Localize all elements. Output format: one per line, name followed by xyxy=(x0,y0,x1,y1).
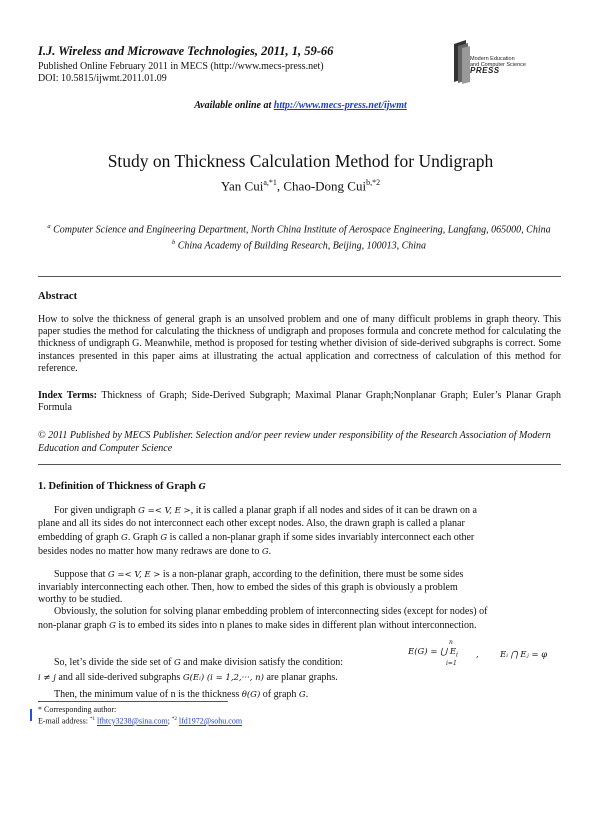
p6-line1 xyxy=(54,689,308,701)
affiliations xyxy=(38,220,560,253)
p2-line1 xyxy=(54,569,463,581)
p3-text-c: is to embed its sides into n planes to make sides in different plan without interconnection. xyxy=(115,620,477,631)
index-terms-label: Index Terms: xyxy=(38,390,97,401)
email-1-sup: *1 xyxy=(89,717,95,722)
author-2: Chao-Dong Cui xyxy=(283,178,367,194)
divider-bottom xyxy=(38,464,561,465)
p4-text-b: and make division satisfy the condition: xyxy=(180,657,343,668)
author-1-sup: a,*1 xyxy=(263,178,277,187)
journal-title: I.J. Wireless and Microwave Technologies, 2011, 1, 59-66 xyxy=(38,44,334,58)
p3-text-b: non-planar graph xyxy=(38,620,110,631)
p5-text-a: and all side-derived subgraphs xyxy=(55,672,183,683)
logo-line-1: Modern Education xyxy=(470,56,515,62)
available-prefix: Available online at xyxy=(194,100,274,111)
logo-line-2: and Computer Science xyxy=(470,62,526,69)
p2-text-b: is a non-planar graph, according to the definition, there must be some sides xyxy=(160,569,464,580)
affiliation-b-sup: b xyxy=(171,239,176,247)
p3-line2 xyxy=(38,620,476,632)
p6-text-b: of graph xyxy=(260,689,299,700)
p2-line2: invariably interconnecting each other. Then, how to embed the sides of this graph is obviously a problem xyxy=(38,582,458,593)
p1-math-1: G =< V, E > xyxy=(138,506,191,516)
p1-text-d: embedding of graph xyxy=(38,532,122,543)
p2-text-a: Suppose that xyxy=(54,569,108,580)
p1-line3 xyxy=(38,532,474,544)
section-1-heading xyxy=(38,481,206,492)
author-1: Yan Cui xyxy=(220,178,264,194)
equation-union-top: n xyxy=(449,639,453,646)
p5-math-2: G(Eᵢ) (i = 1,2,···, n) xyxy=(182,673,264,683)
p1-text-g: besides nodes no matter how many redraws are done to xyxy=(38,546,262,557)
email-1-link[interactable]: lfhtcy3238@sina.com xyxy=(96,716,168,726)
section-1-math: G xyxy=(198,482,206,492)
publisher-logo-text xyxy=(470,56,526,75)
journal-url-link[interactable]: http://www.mecs-press.net/ijwmt xyxy=(273,100,407,111)
affiliation-a-sup: a xyxy=(47,223,51,230)
author-separator: , xyxy=(276,178,284,194)
p4-text-a: So, let’s divide the side set of xyxy=(54,657,174,668)
affiliation-a-text: Computer Science and Engineering Department, North China Institute of Aerospace Engineering, Langfang, 065000, China xyxy=(53,224,551,236)
p1-text-a: For given undigraph xyxy=(54,505,139,516)
p2-math-1: G =< V, E > xyxy=(107,570,161,580)
email-2-sup: *2 xyxy=(171,717,177,722)
equation-union-sub: i xyxy=(456,651,458,659)
email-separator: ; xyxy=(167,716,172,726)
affiliation-b-text: China Academy of Building Research, Beijing, 100013, China xyxy=(177,240,427,252)
email-label: E-mail address: xyxy=(38,716,90,726)
divider-top xyxy=(38,276,561,277)
equation-disjoint: Eᵢ ⋂ Eⱼ = φ xyxy=(500,650,548,660)
doi: DOI: 10.5815/ijwmt.2011.01.09 xyxy=(38,73,167,84)
p6-math-1: θ(G) xyxy=(241,690,261,700)
footnote-email xyxy=(38,715,242,726)
p1-text-f: is called a non-planar graph if some sides invariably interconnect each other xyxy=(167,532,475,543)
author-list xyxy=(0,178,601,194)
email-2-link[interactable]: lfd1972@sohu.com xyxy=(178,716,243,726)
equation-union-bottom: i=1 xyxy=(446,660,457,667)
abstract-heading: Abstract xyxy=(38,291,78,302)
available-online xyxy=(0,100,601,111)
paper-title: Study on Thickness Calculation Method for Undigraph xyxy=(107,151,494,171)
equation-union xyxy=(408,647,458,659)
p4-math-1: G xyxy=(174,658,181,668)
section-1-title: 1. Definition of Thickness of Graph xyxy=(38,481,199,492)
abstract-text: How to solve the thickness of general graph is an unsolved problem and one of many difficult problems in graph theory. This paper studies the method for calculating the thickness of undigraph and proposes formula and concrete method for calculating the thickness of undigraph G. Meanwhile, method is proposed for testing whether division of side-derived subgraphs is correct. Some instances presented in this paper aims at illustrating the actual application and correctness of calculation of this method for reference. xyxy=(38,314,561,374)
p1-line4 xyxy=(38,546,271,558)
copyright-notice: © 2011 Published by MECS Publisher. Selection and/or peer review under responsibility of the Research Association of Modern Education and Computer Science xyxy=(38,430,551,454)
p5-line1 xyxy=(38,672,338,684)
p2-line3: worthy to be studied. xyxy=(38,594,123,605)
footnote-rule xyxy=(38,701,228,702)
index-terms xyxy=(38,390,561,414)
affiliation-a xyxy=(38,220,560,236)
p3-line1: Obviously, the solution for solving planar embedding problem of interconnecting sides (except for nodes) of xyxy=(54,606,488,617)
affiliation-b xyxy=(38,236,560,252)
p6-text-c: . xyxy=(305,689,309,700)
logo-press: PRESS xyxy=(470,66,500,76)
p1-line1 xyxy=(54,505,477,517)
p1-text-e: . Graph xyxy=(127,532,161,543)
equation-union-lhs: E(G) = ⋃ E xyxy=(408,647,457,657)
equation-comma: , xyxy=(476,650,479,660)
author-2-sup: b,*2 xyxy=(366,178,381,187)
publication-info: Published Online February 2011 in MECS (http://www.mecs-press.net) xyxy=(38,61,324,72)
p1-text-b: , it is called a planar graph if all nodes and sides of it can be drawn on a xyxy=(190,505,477,516)
p1-math-3: G xyxy=(160,533,168,543)
p1-math-4: G xyxy=(261,547,269,557)
p1-math-2: G xyxy=(121,533,128,543)
p3-math-1: G xyxy=(109,621,116,631)
footnote-corresponding: * Corresponding author: xyxy=(38,705,117,714)
p6-math-2: G xyxy=(298,690,306,700)
p6-text-a: Then, the minimum value of n is the thickness xyxy=(54,689,242,700)
p5-text-b: are planar graphs. xyxy=(263,672,338,683)
p4-line1 xyxy=(54,657,343,669)
index-terms-text: Thickness of Graph; Side-Derived Subgraph; Maximal Planar Graph;Nonplanar Graph; Euler’s Planar Graph Formula xyxy=(38,390,561,414)
p1-text-h: . xyxy=(268,546,272,557)
p5-math-1: i ≠ j xyxy=(38,673,56,683)
change-bar xyxy=(30,709,32,721)
p1-line2: plane and all its sides do not interconnect each other except nodes. Also, the drawn graph is called a planar xyxy=(38,518,465,529)
